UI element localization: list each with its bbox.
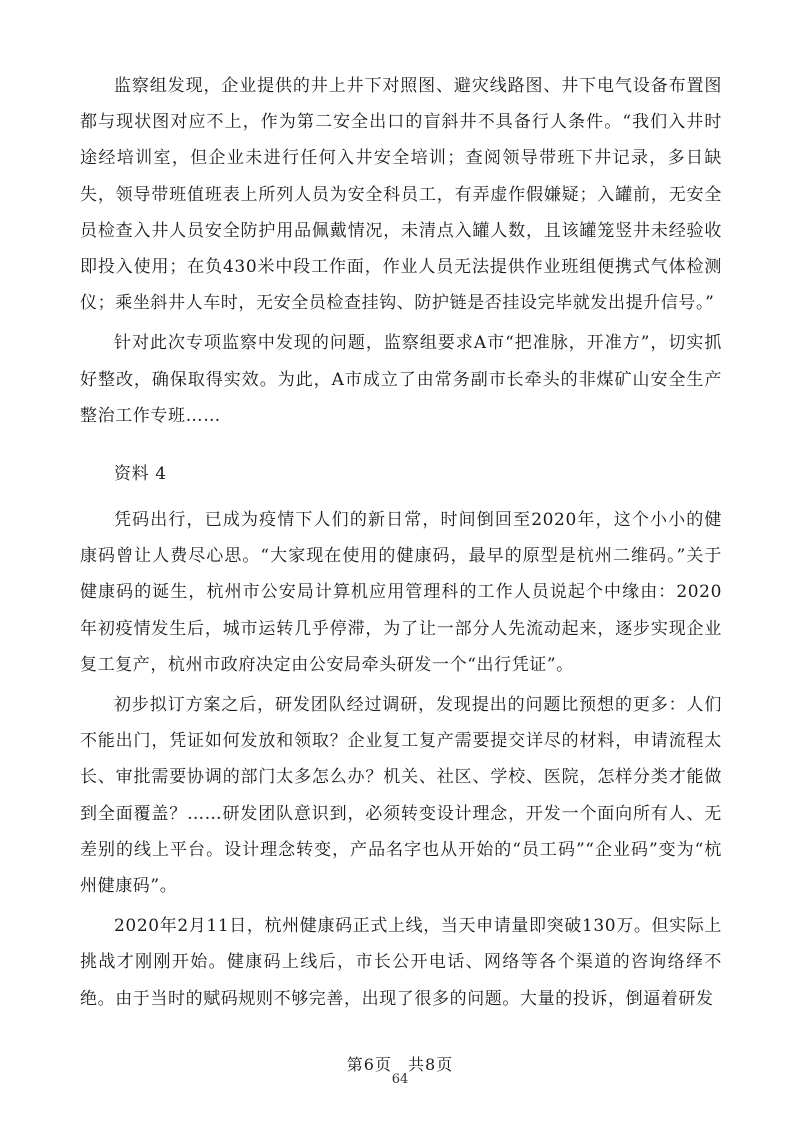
- paragraph-health-code-origin: 凭码出行，已成为疫情下人们的新日常，时间倒回至2020年，这个小小的健康码曾让人费尽心思。“大家现在使用的健康码，最早的原型是杭州二维码。”关于健康码的诞生，杭州市公安局计算机应用管理科的工作人员说起个中缘由：2020年初疫情发生后，城市运转几乎停滞，为了让一部分人先流动起来，逐步实现企业复工复产，杭州市政府决定由公安局牵头研发一个“出行凭证”。: [80, 510, 722, 675]
- current-page-label: 第6页: [346, 1055, 392, 1074]
- paragraph-launch: 2020年2月11日，杭州健康码正式上线，当天申请量即突破130万。但实际上挑战才刚刚开始。健康码上线后，市长公开电话、网络等各个渠道的咨询络绎不绝。由于当时的赋码规则不够完善，出现了很多的问题。大量的投诉，倒逼着研发: [80, 916, 722, 1009]
- paragraph-inspection-findings: 监察组发现，企业提供的井上井下对照图、避灾线路图、井下电气设备布置图都与现状图对应不上，作为第二安全出口的盲斜井不具备行人条件。“我们入井时途经培训室，但企业未进行任何入井安全培训；查阅领导带班下井记录，多日缺失，领导带班值班表上所列人员为安全科员工，有弄虚作假嫌疑；入罐前，无安全员检查入井人员安全防护用品佩戴情况，未清点入罐人数，且该罐笼竖井未经验收即投入使用；在负430米中段工作面，作业人员无法提供作业班组便携式气体检测仪；乘坐斜井人车时，无安全员检查挂钩、防护链是否挂设完毕就发出提升信号。”: [80, 76, 722, 314]
- total-pages-label: 共8页: [408, 1055, 454, 1074]
- page-number: 64: [391, 1072, 409, 1087]
- document-body: [80, 68, 722, 1017]
- paragraph-design-concept: 初步拟订方案之后，研发团队经过调研，发现提出的问题比预想的更多：人们不能出门，凭证如何发放和领取？企业复工复产需要提交详尽的材料，申请流程太长、审批需要协调的部门太多怎么办？机关、社区、学校、医院，怎样分类才能做到全面覆盖？……研发团队意识到，必须转变设计理念，开发一个面向所有人、无差别的线上平台。设计理念转变，产品名字也从开始的“员工码”“企业码”变为“杭州健康码”。: [80, 695, 722, 897]
- paragraph-rectification-request: 针对此次专项监察中发现的问题，监察组要求A市“把准脉，开准方”，切实抓好整改，确保取得实效。为此，A市成立了由常务副市长牵头的非煤矿山安全生产整治工作专班……: [80, 333, 722, 426]
- section-heading-material-4: 资料 4: [114, 464, 167, 485]
